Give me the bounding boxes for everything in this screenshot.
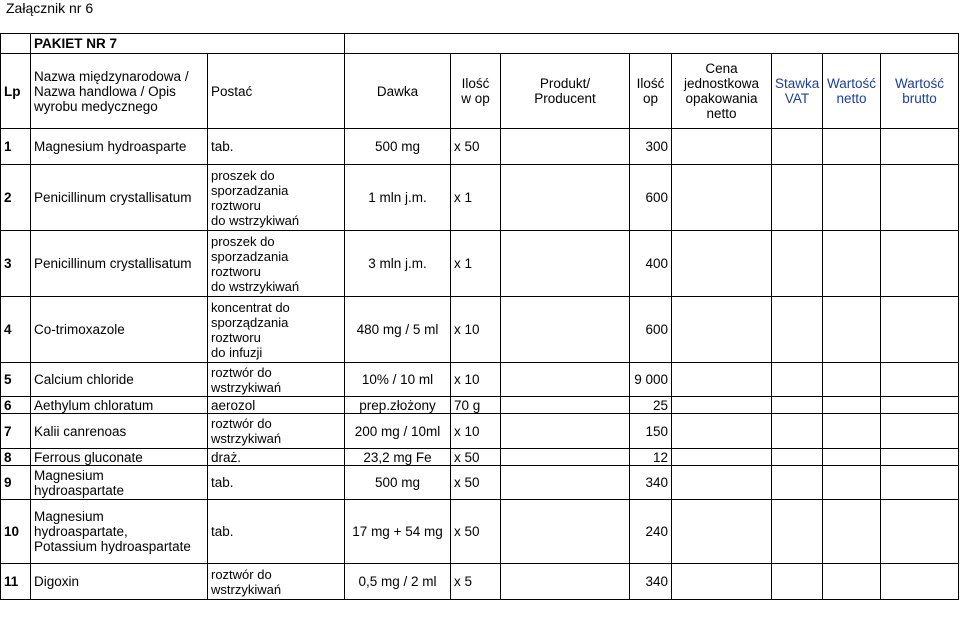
row-producer xyxy=(501,564,630,600)
cell-line: wstrzykiwań xyxy=(211,379,282,395)
row-net-value xyxy=(823,363,881,397)
row-gross-value xyxy=(881,129,959,165)
row-form xyxy=(208,500,345,564)
header-line: op xyxy=(643,91,659,106)
row-vat xyxy=(772,397,823,414)
header-line: Produkt/ xyxy=(539,76,591,91)
row-name xyxy=(31,165,208,231)
row-name xyxy=(31,414,208,449)
cell-line: tab. xyxy=(211,139,234,154)
row-gross-value xyxy=(881,165,959,231)
row-qty: 12 xyxy=(630,449,672,466)
row-form xyxy=(208,564,345,600)
row-pack: x 10 xyxy=(451,414,501,449)
cell-line: Co-trimoxazole xyxy=(34,322,125,337)
cell-line: Magnesium xyxy=(34,467,104,483)
row-pack: x 10 xyxy=(451,363,501,397)
package-title: PAKIET NR 7 xyxy=(31,34,345,54)
row-pack: x 1 xyxy=(451,231,501,297)
row-qty: 25 xyxy=(630,397,672,414)
row-producer xyxy=(501,449,630,466)
row-dose: 0,5 mg / 2 ml xyxy=(345,564,451,600)
table-row xyxy=(1,564,959,600)
table-row xyxy=(1,414,959,449)
row-unit-price xyxy=(672,363,772,397)
header-line: Stawka xyxy=(775,76,820,91)
row-form xyxy=(208,449,345,466)
row-producer xyxy=(501,129,630,165)
row-producer xyxy=(501,500,630,564)
header-name xyxy=(31,54,208,129)
cell-line: draż. xyxy=(211,449,242,465)
row-net-value xyxy=(823,449,881,466)
row-producer xyxy=(501,414,630,449)
row-gross-value xyxy=(881,414,959,449)
cell-line: tab. xyxy=(211,524,234,539)
row-pack: x 5 xyxy=(451,564,501,600)
cell-line: hydroaspartate, xyxy=(34,524,128,539)
row-qty: 400 xyxy=(630,231,672,297)
header-line: Cena xyxy=(705,61,738,76)
header-line: Wartość xyxy=(895,76,945,91)
row-pack: 70 g xyxy=(451,397,501,414)
row-unit-price xyxy=(672,231,772,297)
row-unit-price xyxy=(672,297,772,363)
row-vat xyxy=(772,231,823,297)
header-line: netto xyxy=(706,106,737,121)
cell-line: Penicillinum crystallisatum xyxy=(34,190,192,205)
cell-line: sporzadzania roztworu xyxy=(211,182,289,213)
row-unit-price xyxy=(672,165,772,231)
row-qty: 300 xyxy=(630,129,672,165)
cell-line: Aethylum chloratum xyxy=(34,397,154,413)
cell-line: koncentrat do xyxy=(211,299,290,315)
annex-title: Załącznik nr 6 xyxy=(6,0,94,16)
row-net-value xyxy=(823,297,881,363)
cell-line: aerozol xyxy=(211,397,256,413)
table-row xyxy=(1,500,959,564)
table-row xyxy=(1,397,959,414)
row-vat xyxy=(772,564,823,600)
row-dose: 500 mg xyxy=(345,129,451,165)
row-net-value xyxy=(823,397,881,414)
row-producer xyxy=(501,165,630,231)
row-vat xyxy=(772,165,823,231)
row-vat xyxy=(772,129,823,165)
row-name xyxy=(31,297,208,363)
header-line: VAT xyxy=(784,91,810,106)
header-name-line: Nazwa handlowa / Opis xyxy=(34,83,176,99)
row-lp: 11 xyxy=(1,564,31,600)
cell-line: Ferrous gluconate xyxy=(34,449,143,465)
row-net-value xyxy=(823,500,881,564)
cell-line: sporzadzania roztworu xyxy=(211,248,289,279)
row-gross-value xyxy=(881,564,959,600)
cell-line: Penicillinum crystallisatum xyxy=(34,256,192,271)
table-row xyxy=(1,363,959,397)
row-qty: 150 xyxy=(630,414,672,449)
row-qty: 9 000 xyxy=(630,363,672,397)
cell-line: do wstrzykiwań xyxy=(211,212,300,228)
header-form: Postać xyxy=(208,54,345,129)
row-unit-price xyxy=(672,564,772,600)
row-unit-price xyxy=(672,129,772,165)
row-form xyxy=(208,129,345,165)
row-lp: 4 xyxy=(1,297,31,363)
row-unit-price xyxy=(672,449,772,466)
cell-line: Kalii canrenoas xyxy=(34,423,127,439)
row-net-value xyxy=(823,466,881,500)
row-form xyxy=(208,165,345,231)
row-unit-price xyxy=(672,500,772,564)
row-dose: 3 mln j.m. xyxy=(345,231,451,297)
cell-line: roztwór do xyxy=(211,364,272,380)
row-unit-price xyxy=(672,397,772,414)
row-dose: 10% / 10 ml xyxy=(345,363,451,397)
cell-line: Magnesium xyxy=(34,509,104,524)
header-cell xyxy=(1,34,31,54)
row-name xyxy=(31,397,208,414)
row-pack: x 50 xyxy=(451,466,501,500)
row-name xyxy=(31,363,208,397)
header-line: brutto xyxy=(902,91,937,106)
row-qty: 340 xyxy=(630,564,672,600)
header-producer xyxy=(501,54,630,129)
row-vat xyxy=(772,297,823,363)
row-net-value xyxy=(823,564,881,600)
header-line: w op xyxy=(461,91,490,106)
cell-line: wstrzykiwań xyxy=(211,431,282,446)
row-producer xyxy=(501,297,630,363)
row-gross-value xyxy=(881,231,959,297)
row-producer xyxy=(501,363,630,397)
row-name xyxy=(31,129,208,165)
cell-line: wstrzykiwań xyxy=(211,581,282,597)
row-name xyxy=(31,466,208,500)
row-lp: 1 xyxy=(1,129,31,165)
table-row xyxy=(1,129,959,165)
row-lp: 7 xyxy=(1,414,31,449)
row-lp: 10 xyxy=(1,500,31,564)
row-producer xyxy=(501,231,630,297)
header-line: Ilość xyxy=(461,76,490,91)
row-vat xyxy=(772,466,823,500)
header-dose: Dawka xyxy=(345,54,451,129)
header-net-value xyxy=(823,54,881,129)
row-gross-value xyxy=(881,449,959,466)
header-cell xyxy=(345,34,959,54)
cell-line: Calcium chloride xyxy=(34,372,134,387)
cell-line: sporządzania roztworu xyxy=(211,314,289,345)
row-dose: 500 mg xyxy=(345,466,451,500)
cell-line: Magnesium hydroasparte xyxy=(34,139,187,154)
header-name-line: Nazwa międzynarodowa / xyxy=(34,68,189,84)
row-gross-value xyxy=(881,397,959,414)
table-row xyxy=(1,449,959,466)
table-row xyxy=(1,165,959,231)
row-name xyxy=(31,231,208,297)
row-qty: 340 xyxy=(630,466,672,500)
row-name xyxy=(31,449,208,466)
header-qty xyxy=(630,54,672,129)
row-lp: 3 xyxy=(1,231,31,297)
header-name-line: wyrobu medycznego xyxy=(34,98,158,114)
row-producer xyxy=(501,466,630,500)
header-line: Producent xyxy=(534,91,596,106)
header-line: jednostkowa xyxy=(683,76,760,91)
row-name xyxy=(31,564,208,600)
header-lp: Lp xyxy=(1,54,31,129)
row-name xyxy=(31,500,208,564)
cell-line: proszek do xyxy=(211,167,275,183)
cell-line: do wstrzykiwań xyxy=(211,278,300,294)
cell-line: proszek do xyxy=(211,233,275,249)
row-form xyxy=(208,363,345,397)
header-vat xyxy=(772,54,823,129)
row-gross-value xyxy=(881,466,959,500)
row-form xyxy=(208,414,345,449)
cell-line: tab. xyxy=(211,475,234,490)
row-dose: prep.złożony xyxy=(345,397,451,414)
row-qty: 600 xyxy=(630,165,672,231)
row-lp: 2 xyxy=(1,165,31,231)
row-form xyxy=(208,466,345,500)
row-net-value xyxy=(823,129,881,165)
row-lp: 8 xyxy=(1,449,31,466)
row-lp: 9 xyxy=(1,466,31,500)
row-vat xyxy=(772,363,823,397)
package-table xyxy=(0,33,959,600)
cell-line: roztwór do xyxy=(211,416,272,431)
row-dose: 200 mg / 10ml xyxy=(345,414,451,449)
header-line: Wartość xyxy=(827,76,877,91)
cell-line: Digoxin xyxy=(34,574,80,589)
cell-line: do infuzji xyxy=(211,344,263,360)
row-vat xyxy=(772,500,823,564)
table-row xyxy=(1,466,959,500)
row-gross-value xyxy=(881,297,959,363)
header-qty-pack xyxy=(451,54,501,129)
row-pack: x 1 xyxy=(451,165,501,231)
row-unit-price xyxy=(672,466,772,500)
header-gross-value xyxy=(881,54,959,129)
row-net-value xyxy=(823,414,881,449)
row-dose: 23,2 mg Fe xyxy=(345,449,451,466)
row-net-value xyxy=(823,165,881,231)
cell-line: roztwór do xyxy=(211,566,272,582)
row-gross-value xyxy=(881,500,959,564)
row-form xyxy=(208,231,345,297)
row-pack: x 50 xyxy=(451,129,501,165)
row-lp: 6 xyxy=(1,397,31,414)
header-line: Ilość xyxy=(636,76,665,91)
table-row xyxy=(1,231,959,297)
row-gross-value xyxy=(881,363,959,397)
row-producer xyxy=(501,397,630,414)
cell-line: Potassium hydroaspartate xyxy=(34,539,191,554)
row-lp: 5 xyxy=(1,363,31,397)
table-row xyxy=(1,297,959,363)
row-pack: x 10 xyxy=(451,297,501,363)
cell-line: hydroaspartate xyxy=(34,482,125,498)
row-unit-price xyxy=(672,414,772,449)
header-line: netto xyxy=(836,91,867,106)
header-line: opakowania xyxy=(685,91,758,106)
row-dose: 1 mln j.m. xyxy=(345,165,451,231)
row-qty: 240 xyxy=(630,500,672,564)
row-pack: x 50 xyxy=(451,449,501,466)
row-form xyxy=(208,397,345,414)
row-dose: 480 mg / 5 ml xyxy=(345,297,451,363)
row-pack: x 50 xyxy=(451,500,501,564)
row-net-value xyxy=(823,231,881,297)
row-vat xyxy=(772,414,823,449)
row-vat xyxy=(772,449,823,466)
row-qty: 600 xyxy=(630,297,672,363)
row-dose: 17 mg + 54 mg xyxy=(345,500,451,564)
row-form xyxy=(208,297,345,363)
header-unit-price xyxy=(672,54,772,129)
